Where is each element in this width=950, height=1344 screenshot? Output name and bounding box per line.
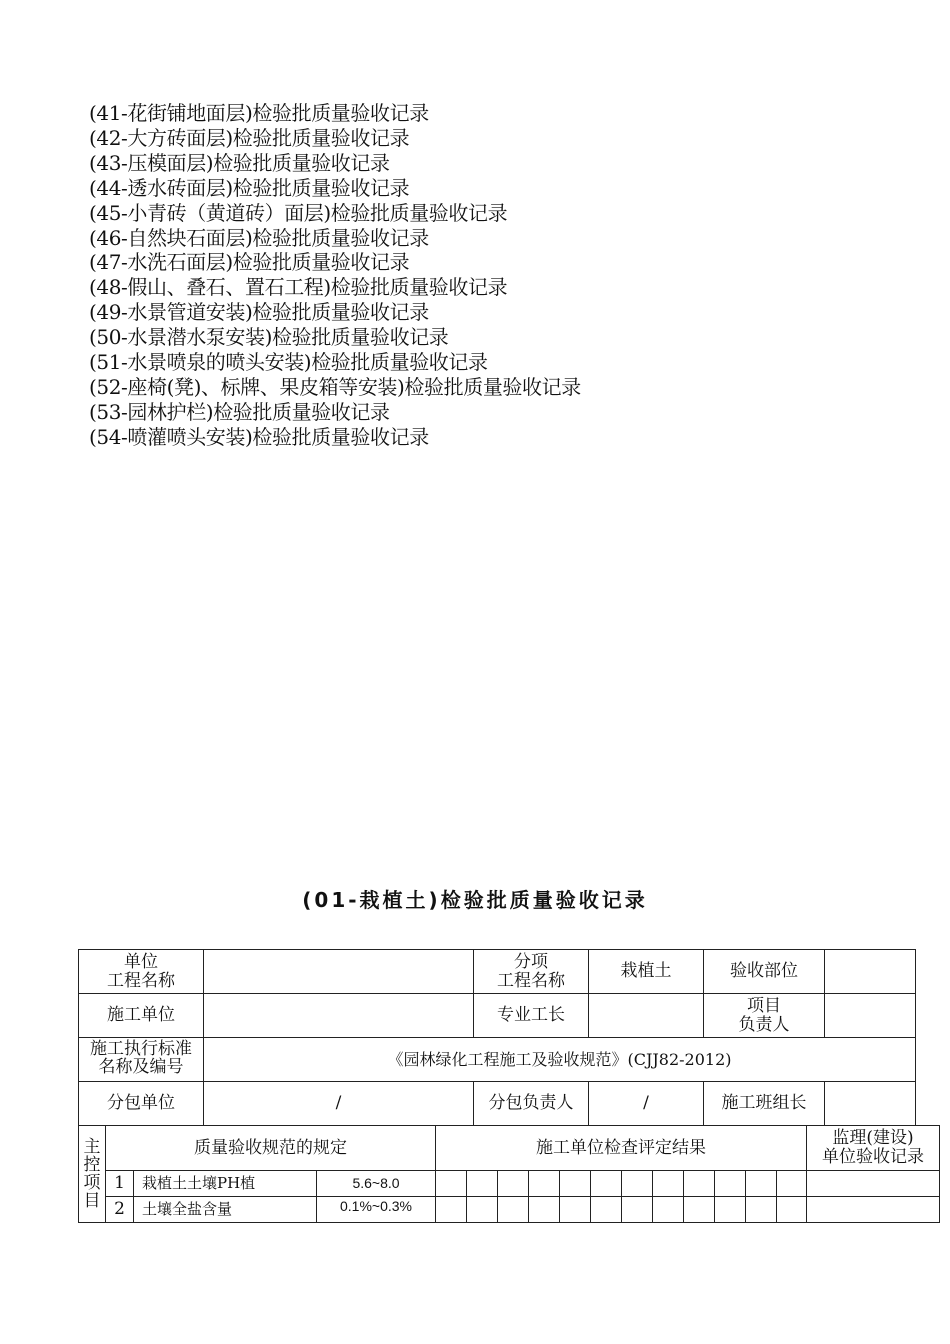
spec-header: 质量验收规范的规定: [106, 1126, 436, 1171]
check-cell[interactable]: [560, 1197, 591, 1223]
item-name: 栽植土土壤PH植: [134, 1171, 317, 1197]
check-cell[interactable]: [436, 1197, 467, 1223]
sub-lead-label: 分包负责人: [474, 1082, 589, 1126]
supervisor-cell[interactable]: [807, 1171, 940, 1197]
item-spec: 0.1%~0.3%: [317, 1197, 436, 1223]
toc-item: (48-假山、叠石、置石工程)检验批质量验收记录: [89, 275, 508, 300]
toc-item: (54-喷灌喷头安装)检验批质量验收记录: [89, 424, 429, 449]
standard-label: 施工执行标准名称及编号: [90, 1038, 192, 1077]
check-cell[interactable]: [529, 1171, 560, 1197]
check-cell[interactable]: [684, 1171, 715, 1197]
check-cell[interactable]: [653, 1171, 684, 1197]
check-cell[interactable]: [653, 1197, 684, 1223]
item-no: 1: [106, 1171, 134, 1197]
check-cell[interactable]: [777, 1197, 807, 1223]
check-cell[interactable]: [715, 1171, 746, 1197]
toc-item: (49-水景管道安装)检验批质量验收记录: [89, 300, 429, 325]
toc-item: (46-自然块石面层)检验批质量验收记录: [89, 225, 429, 250]
subcontractor-field[interactable]: /: [204, 1082, 474, 1126]
accept-part-field[interactable]: [825, 950, 916, 994]
item-name: 土壤全盐含量: [134, 1197, 317, 1223]
sub-lead-field[interactable]: /: [589, 1082, 704, 1126]
check-cell[interactable]: [622, 1197, 653, 1223]
check-cell[interactable]: [622, 1171, 653, 1197]
check-cell[interactable]: [591, 1197, 622, 1223]
toc-item: (50-水景潜水泵安装)检验批质量验收记录: [89, 325, 449, 350]
toc-list: [89, 101, 581, 450]
toc-item: (52-座椅(凳)、标牌、果皮箱等安装)检验批质量验收记录: [89, 374, 581, 399]
info-table: [78, 949, 916, 1126]
check-cell[interactable]: [560, 1171, 591, 1197]
sub-item-field[interactable]: 栽植土: [589, 950, 704, 994]
toc-item: (45-小青砖（黄道砖）面层)检验批质量验收记录: [89, 200, 508, 225]
check-cell[interactable]: [498, 1171, 529, 1197]
project-lead-label: 项目 负责人: [704, 994, 825, 1038]
check-cell[interactable]: [529, 1197, 560, 1223]
sub-item-label: 分项 工程名称: [474, 950, 589, 994]
item-spec: 5.6~8.0: [317, 1171, 436, 1197]
check-header: 施工单位检查评定结果: [436, 1126, 807, 1171]
toc-item: (42-大方砖面层)检验批质量验收记录: [89, 125, 410, 150]
supervisor-header: 监理(建设) 单位验收记录: [807, 1126, 940, 1171]
toc-item: (41-花街铺地面层)检验批质量验收记录: [89, 101, 429, 125]
subcontractor-label: 分包单位: [79, 1082, 204, 1126]
contractor-label: 施工单位: [79, 994, 204, 1038]
check-cell[interactable]: [684, 1197, 715, 1223]
toc-item: (44-透水砖面层)检验批质量验收记录: [89, 175, 410, 200]
check-cell[interactable]: [746, 1197, 777, 1223]
check-cell[interactable]: [746, 1171, 777, 1197]
unit-name-label: 单位 工程名称: [79, 950, 204, 994]
check-cell[interactable]: [591, 1171, 622, 1197]
supervisor-cell[interactable]: [807, 1197, 940, 1223]
toc-item: (43-压模面层)检验批质量验收记录: [89, 150, 390, 175]
standard-field[interactable]: 《园林绿化工程施工及验收规范》(CJJ82-2012): [204, 1038, 916, 1082]
toc-item: (47-水洗石面层)检验批质量验收记录: [89, 250, 410, 275]
project-lead-field[interactable]: [825, 994, 916, 1038]
check-cell[interactable]: [498, 1197, 529, 1223]
unit-name-field[interactable]: [204, 950, 474, 994]
accept-part-label: 验收部位: [704, 950, 825, 994]
check-cell[interactable]: [777, 1171, 807, 1197]
check-cell[interactable]: [467, 1197, 498, 1223]
check-table: [78, 1125, 940, 1223]
contractor-field[interactable]: [204, 994, 474, 1038]
toc-item: (53-园林护栏)检验批质量验收记录: [89, 399, 390, 424]
check-cell[interactable]: [436, 1171, 467, 1197]
check-cell[interactable]: [715, 1197, 746, 1223]
team-lead-field[interactable]: [825, 1082, 916, 1126]
foreman-field[interactable]: [589, 994, 704, 1038]
toc-item: (51-水景喷泉的喷头安装)检验批质量验收记录: [89, 350, 488, 375]
team-lead-label: 施工班组长: [704, 1082, 825, 1126]
foreman-label: 专业工长: [474, 994, 589, 1038]
item-no: 2: [106, 1197, 134, 1223]
form-title: (01-栽植土)检验批质量验收记录: [302, 888, 648, 912]
check-cell[interactable]: [467, 1171, 498, 1197]
main-control-label: 主控项目: [79, 1126, 106, 1223]
